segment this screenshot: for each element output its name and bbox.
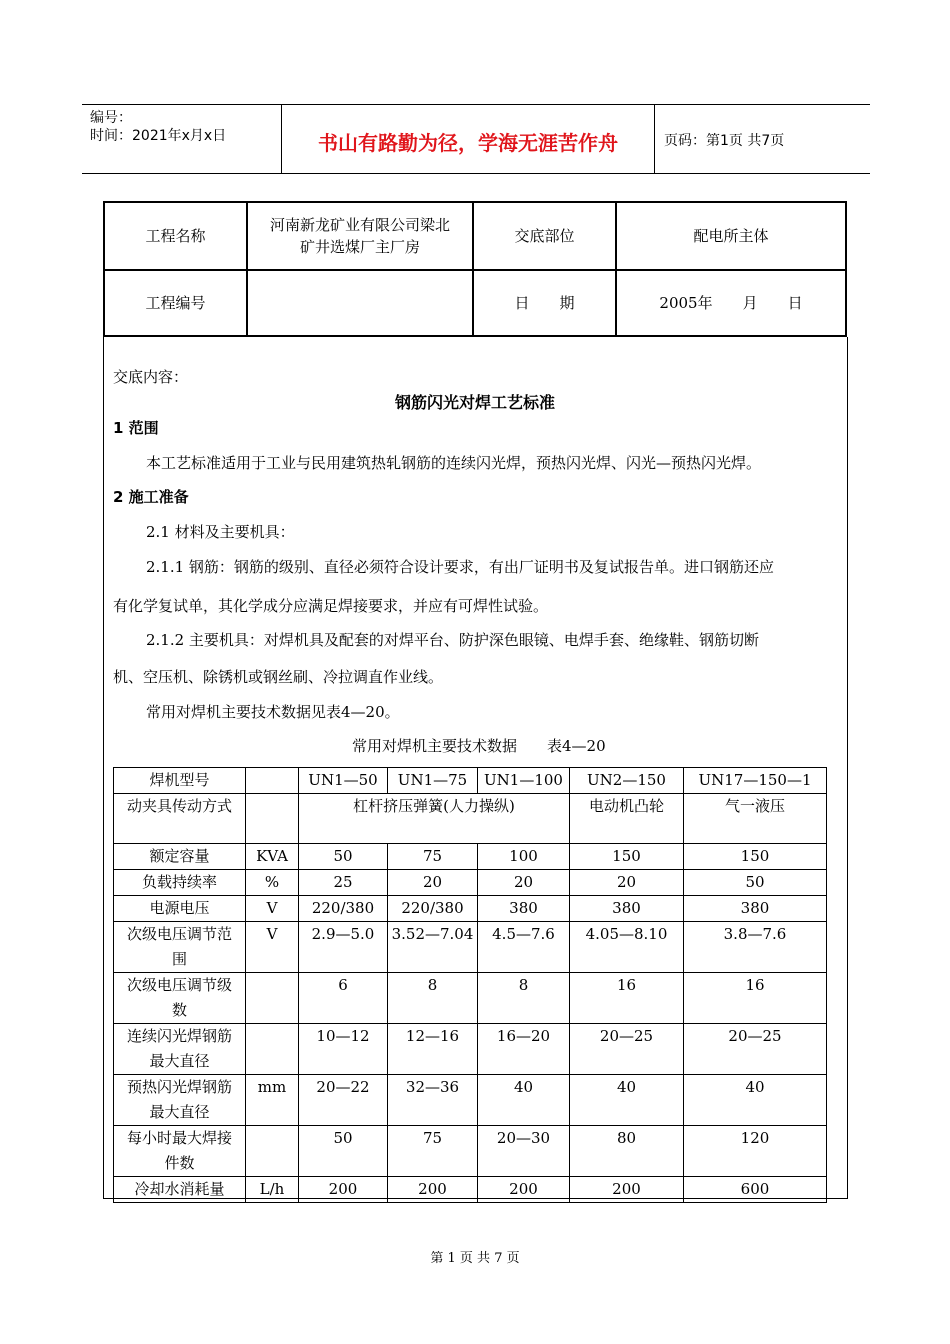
table-unit-cell: % — [246, 870, 299, 896]
date-label: 日 期 — [514, 294, 575, 312]
table-label-cell: 次级电压调节范围 — [114, 922, 246, 973]
header-meta — [90, 109, 226, 145]
table-unit-cell: V — [246, 896, 299, 922]
table-row — [114, 896, 827, 922]
table-cell: 380 — [478, 896, 570, 922]
table-cell: 8 — [388, 973, 478, 1024]
table-cell: 6 — [299, 973, 388, 1024]
table-row — [114, 844, 827, 870]
table-cell: 20—25 — [570, 1024, 684, 1075]
table-unit-cell: L/h — [246, 1177, 299, 1203]
table-cell: 20 — [388, 870, 478, 896]
paragraph: 机、空压机、除锈机或钢丝刷、冷拉调直作业线。 — [113, 668, 444, 686]
table-cell: 100 — [478, 844, 570, 870]
table-cell: 50 — [299, 844, 388, 870]
table-cell: 75 — [388, 1126, 478, 1177]
header-page-info: 页码：第1页 共7页 — [664, 133, 785, 149]
project-name-value — [248, 203, 472, 269]
table-label-cell: 负载持续率 — [114, 870, 246, 896]
table-label-cell: 额定容量 — [114, 844, 246, 870]
table-row — [114, 1126, 827, 1177]
project-name-label: 工程名称 — [145, 227, 206, 245]
document-header — [82, 104, 870, 174]
table-cell: 200 — [478, 1177, 570, 1203]
table-cell: 40 — [684, 1075, 827, 1126]
table-header-cell — [246, 768, 299, 794]
position-value: 配电所主体 — [693, 227, 769, 245]
table-cell: 电动机凸轮 — [570, 794, 684, 844]
paragraph: 2.1.2 主要机具：对焊机具及配套的对焊平台、防护深色眼镜、电焊手套、绝缘鞋、钢筋切断 — [146, 631, 759, 649]
table-cell: 150 — [570, 844, 684, 870]
table-cell: 380 — [570, 896, 684, 922]
table-header-cell: UN1—100 — [478, 768, 570, 794]
doc-title: 钢筋闪光对焊工艺标准 — [394, 393, 555, 412]
welder-spec-table — [113, 767, 827, 1203]
table-cell: 150 — [684, 844, 827, 870]
table-header-cell: 焊机型号 — [114, 768, 246, 794]
project-name-line: 矿井选煤厂主厂房 — [299, 238, 420, 256]
table-cell: 25 — [299, 870, 388, 896]
table-cell: 32—36 — [388, 1075, 478, 1126]
table-cell: 50 — [299, 1126, 388, 1177]
table-cell: 220/380 — [299, 896, 388, 922]
table-label-cell: 每小时最大焊接件数 — [114, 1126, 246, 1177]
table-cell: 40 — [478, 1075, 570, 1126]
paragraph: 2.1 材料及主要机具： — [146, 523, 295, 541]
table-cell: 80 — [570, 1126, 684, 1177]
table-header-cell: UN1—75 — [388, 768, 478, 794]
date-value: 2005年 月 日 — [659, 294, 803, 312]
table-cell: 20—25 — [684, 1024, 827, 1075]
page-footer: 第 1 页 共 7 页 — [430, 1251, 520, 1266]
table-cell: 4.5—7.6 — [478, 922, 570, 973]
table-cell: 200 — [299, 1177, 388, 1203]
table-unit-cell — [246, 973, 299, 1024]
table-cell: 50 — [684, 870, 827, 896]
table-row — [114, 794, 827, 844]
table-cell: 40 — [570, 1075, 684, 1126]
table-cell: 20 — [570, 870, 684, 896]
table-cell: 20—30 — [478, 1126, 570, 1177]
table-cell: 220/380 — [388, 896, 478, 922]
table-cell: 16 — [684, 973, 827, 1024]
paragraph: 有化学复试单，其化学成分应满足焊接要求，并应有可焊性试验。 — [113, 597, 549, 615]
table-cell: 2.9—5.0 — [299, 922, 388, 973]
table-cell: 4.05—8.10 — [570, 922, 684, 973]
table-row — [114, 922, 827, 973]
table-cell: 600 — [684, 1177, 827, 1203]
table-row — [114, 1177, 827, 1203]
project-no-value — [248, 271, 472, 335]
paragraph: 2.1.1 钢筋：钢筋的级别、直径必须符合设计要求，有出厂证明书及复试报告单。进口钢筋还应 — [146, 558, 774, 576]
table-cell: 75 — [388, 844, 478, 870]
table-row — [114, 870, 827, 896]
table-caption: 常用对焊机主要技术数据 表4—20 — [352, 737, 606, 755]
table-unit-cell — [246, 1126, 299, 1177]
table-header-cell: UN1—50 — [299, 768, 388, 794]
table-cell: 16 — [570, 973, 684, 1024]
table-row — [114, 973, 827, 1024]
position-label: 交底部位 — [514, 227, 575, 245]
table-cell: 10—12 — [299, 1024, 388, 1075]
table-cell: 杠杆挤压弹簧(人力操纵) — [299, 794, 570, 844]
table-cell: 200 — [388, 1177, 478, 1203]
number-label: 编号： — [90, 110, 132, 126]
table-row — [114, 768, 827, 794]
table-row — [114, 1075, 827, 1126]
table-header-cell: UN2—150 — [570, 768, 684, 794]
table-cell: 200 — [570, 1177, 684, 1203]
table-cell: 16—20 — [478, 1024, 570, 1075]
table-cell — [246, 794, 299, 844]
section-heading: 1 范围 — [113, 419, 159, 437]
table-cell: 12—16 — [388, 1024, 478, 1075]
table-label-cell: 次级电压调节级数 — [114, 973, 246, 1024]
table-unit-cell — [246, 1024, 299, 1075]
header-motto: 书山有路勤为径，学海无涯苦作舟 — [318, 131, 618, 155]
table-unit-cell: V — [246, 922, 299, 973]
paragraph: 常用对焊机主要技术数据见表4—20。 — [146, 703, 400, 721]
table-unit-cell: mm — [246, 1075, 299, 1126]
project-name-line: 河南新龙矿业有限公司梁北 — [269, 216, 450, 234]
table-cell: 20 — [478, 870, 570, 896]
table-unit-cell: KVA — [246, 844, 299, 870]
project-info-table — [103, 201, 847, 337]
section-heading: 2 施工准备 — [113, 488, 189, 506]
table-row — [114, 1024, 827, 1075]
table-cell: 3.52—7.04 — [388, 922, 478, 973]
project-no-label: 工程编号 — [145, 294, 206, 312]
table-label-cell: 连续闪光焊钢筋最大直径 — [114, 1024, 246, 1075]
table-label-cell: 预热闪光焊钢筋最大直径 — [114, 1075, 246, 1126]
table-label-cell: 电源电压 — [114, 896, 246, 922]
table-label-cell: 冷却水消耗量 — [114, 1177, 246, 1203]
table-cell: 380 — [684, 896, 827, 922]
table-cell: 20—22 — [299, 1075, 388, 1126]
table-cell: 3.8—7.6 — [684, 922, 827, 973]
time-label: 时间：2021年x月x日 — [90, 128, 227, 144]
table-cell: 120 — [684, 1126, 827, 1177]
paragraph: 本工艺标准适用于工业与民用建筑热轧钢筋的连续闪光焊，预热闪光焊、闪光—预热闪光焊。 — [146, 454, 762, 472]
header-divider — [654, 105, 655, 173]
table-cell: 气一液压 — [684, 794, 827, 844]
table-cell: 8 — [478, 973, 570, 1024]
table-header-cell: UN17—150—1 — [684, 768, 827, 794]
intro-label: 交底内容： — [113, 368, 189, 386]
table-label-cell: 动夹具传动方式 — [114, 794, 246, 844]
